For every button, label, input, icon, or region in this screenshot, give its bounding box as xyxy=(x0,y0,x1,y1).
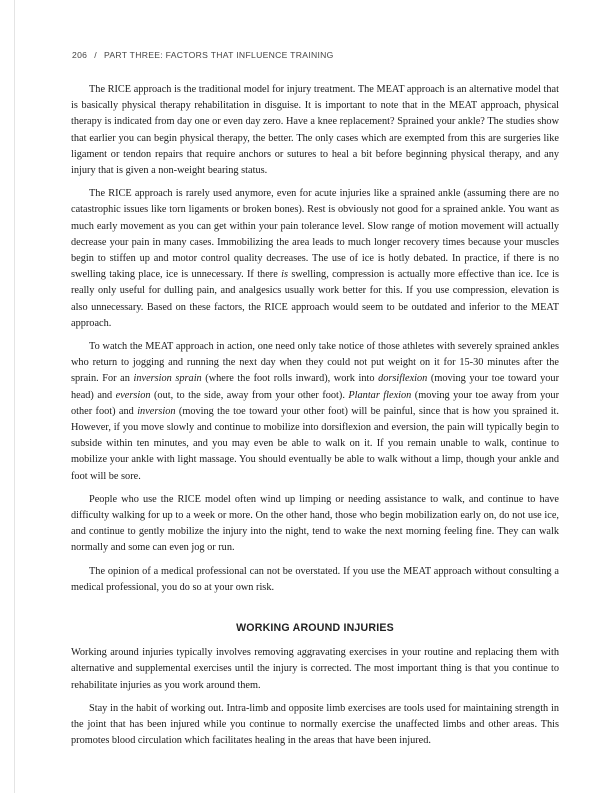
paragraph-rice-meat-intro xyxy=(71,82,559,179)
text-run: To watch the MEAT approach in action, one need only take notice of those athletes with severely sprained ankles who return to jogging and running the next day when they could not put weight on it for 15-30 minutes after the sprain. For an xyxy=(71,341,559,385)
paragraph-stay-in-habit: Stay in the habit of working out. Intra-limb and opposite limb exercises are tools used for maintaining strength in the joint that has been injured while you continue to normally exercise the unaffected limbs and other areas. This promotes blood circulation which facilitates healing in the areas that have been injured. xyxy=(71,702,559,747)
text-run: (moving the toe toward your other foot) will be painful, since that is how you sprained it. However, if you move slowly and continue to mobilize into dorsiflexion and eversion, the pain will typically begin to subside within ten minutes, and you may even be able to walk on it. If you remain unable to walk, continue to mobilize your ankle with light massage. You should eventually be able to walk without a limp, though your ankle and foot will be sore. xyxy=(71,405,559,482)
body-text xyxy=(71,82,559,756)
text-run: The RICE approach is the traditional model for injury treatment. The MEAT approach is an alternative model that is basically physical therapy rehabilitation in disguise. It is important to note that in the MEAT approach, physical therapy is indicated from day one or even day zero. Have a knee replacement? Sprained your ankle? The studies show that earlier you can begin physical therapy, the better. The only cases which are exempted from this are surgeries like ligament or tendon repairs that require anchors or sutures to heal a bit before beginning physical therapy, and any injury that is given a non-weight bearing status. xyxy=(71,84,559,177)
paragraph-working-around: Working around injuries typically involves removing aggravating exercises in your routine and replacing them with alternative and supplemental exercises until the injury is corrected. The most important thing is that you continue to rehabilitate injuries as you work around them. xyxy=(71,647,559,691)
paragraph-rice-rarely-used xyxy=(71,186,559,332)
text-run: (where the foot rolls inward), work into xyxy=(201,373,379,385)
section-heading: WORKING AROUND INJURIES xyxy=(236,622,394,635)
italic-term: inversion sprain xyxy=(133,373,202,385)
part-title: PART THREE: FACTORS THAT INFLUENCE TRAINING xyxy=(103,50,334,60)
italic-term: Plantar flexion xyxy=(348,389,412,401)
header-separator: / xyxy=(94,50,97,60)
paragraph-medical-opinion xyxy=(71,564,559,596)
text-run: The opinion of a medical professional can not be overstated. If you use the MEAT approach without consulting a medical professional, you do so at your own risk. xyxy=(71,565,559,593)
italic-term: eversion xyxy=(115,389,151,401)
text-run: The RICE approach is rarely used anymore, even for acute injuries like a sprained ankle (assuming there are no catastrophic issues like torn ligaments or broken bones). Rest is obviously not good for a sprained ankle. You want as much early movement as you can get within your pain tolerance level. Slow range of motion movement will actually decrease your pain in many cases. Immobilizing the area leads to much longer recovery times because your muscles begin to stiffen up and motor control quality decreases. The use of ice is hotly debated. In practice, if there is no swelling taking place, ice is unnecessary. If there xyxy=(71,188,559,281)
italic-term: is xyxy=(281,269,288,281)
text-run: (out, to the side, away from your other foot). xyxy=(150,389,349,401)
paragraph-meat-in-action xyxy=(71,339,559,485)
text-run: (moving your toe toward your head) and xyxy=(71,373,560,401)
page-number: 206 xyxy=(72,50,88,60)
text-run: swelling, compression is actually more effective than ice. Ice is really only useful for dulling pain, and analgesics usually work better for this. If you use compression, elevation is also unnecessary. Based on these factors, the RICE approach would seem to be outdated and inferior to the MEAT approach. xyxy=(71,269,559,329)
paragraph-rice-users-limping xyxy=(71,492,559,557)
page-edge-line xyxy=(14,0,15,793)
text-run: (moving your toe away from your other foot) and xyxy=(71,389,560,417)
text-run: People who use the RICE model often wind up limping or needing assistance to walk, and continue to have difficulty walking for up to a week or more. On the other hand, those who begin mobilization early on, do not use ice, and continue to gently mobilize the injury into the night, tend to wake the next morning feeling fine. They can walk normally and some can even jog or run. xyxy=(71,493,559,554)
italic-term: inversion xyxy=(137,405,176,417)
running-header xyxy=(72,50,334,60)
italic-term: dorsiflexion xyxy=(378,373,428,385)
